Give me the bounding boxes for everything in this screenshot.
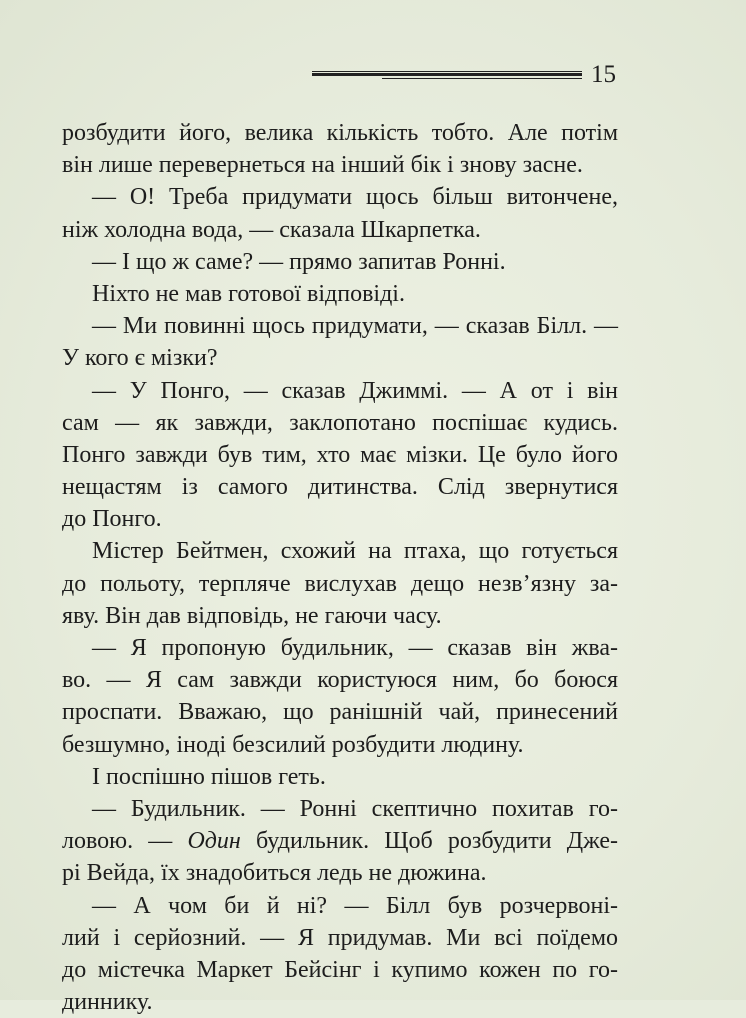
text-line: — У Понго, — сказав Джиммі. — А от і він: [92, 377, 618, 404]
text-line: — А чом би й ні? — Білл був розчервоні-: [92, 892, 618, 919]
text-line: він лише перевернеться на інший бік і знову засне.: [62, 152, 583, 179]
text-line: І поспішно пішов геть.: [92, 763, 326, 790]
text-line: — Будильник. — Ронні скептично похитав го-: [92, 795, 618, 822]
text-line: безшумно, іноді безсилий розбудити людину.: [62, 731, 524, 758]
text-line: розбудити його, велика кількість тобто. Але потім: [62, 120, 618, 146]
text-line: — Ми повинні щось придумати, — сказав Білл. —: [92, 313, 618, 340]
text-line: проспати. Вважаю, що ранішній чай, принесений: [62, 699, 618, 726]
header-rule-bottom-line: [382, 78, 582, 79]
text-line: лий і серйозний. — Я придумав. Ми всі поїдемо: [62, 924, 618, 951]
text-line: рі Вейда, їх знадобиться ледь не дюжина.: [62, 860, 487, 887]
text-line: У кого є мізки?: [62, 345, 218, 372]
text-line: ніж холодна вода, — сказала Шкарпетка.: [62, 216, 481, 243]
running-header: [300, 60, 630, 100]
text-line: Містер Бейтмен, схожий на птаха, що готується: [92, 538, 618, 565]
text-line: — Я пропоную будильник, — сказав він жва-: [92, 635, 618, 661]
text-line: до Понго.: [62, 506, 162, 533]
text-line: сам — як завжди, заклопотано поспішає кудись.: [62, 409, 618, 436]
text-line: ловою. — Один будильник. Щоб розбудити Дже-: [62, 828, 619, 855]
text-line: — І що ж саме? — прямо запитав Ронні.: [92, 248, 506, 275]
text-line: нещастям із самого дитинства. Слід звернутися: [62, 474, 618, 501]
text-line: до містечка Маркет Бейсінг і купимо кожен по го-: [62, 956, 618, 983]
text-line: до польоту, терпляче вислухав дещо незв’язну за-: [62, 570, 618, 597]
body-text: [62, 117, 618, 1018]
text-line: диннику.: [62, 989, 153, 1016]
text-line: во. — Я сам завжди користуюся ним, бо боюся: [62, 667, 618, 694]
text-line: — О! Треба придумати щось більш витончене,: [92, 184, 618, 211]
header-rule-top-line: [312, 71, 582, 72]
text-line: Понго завжди був тим, хто має мізки. Це було його: [62, 441, 618, 468]
text-line: яву. Він дав відповідь, не гаючи часу.: [62, 602, 442, 629]
page-number: 15: [591, 61, 616, 88]
header-rule: [312, 71, 582, 79]
header-rule-thick-line: [312, 73, 582, 76]
text-line: Ніхто не мав готової відповіді.: [92, 280, 405, 307]
